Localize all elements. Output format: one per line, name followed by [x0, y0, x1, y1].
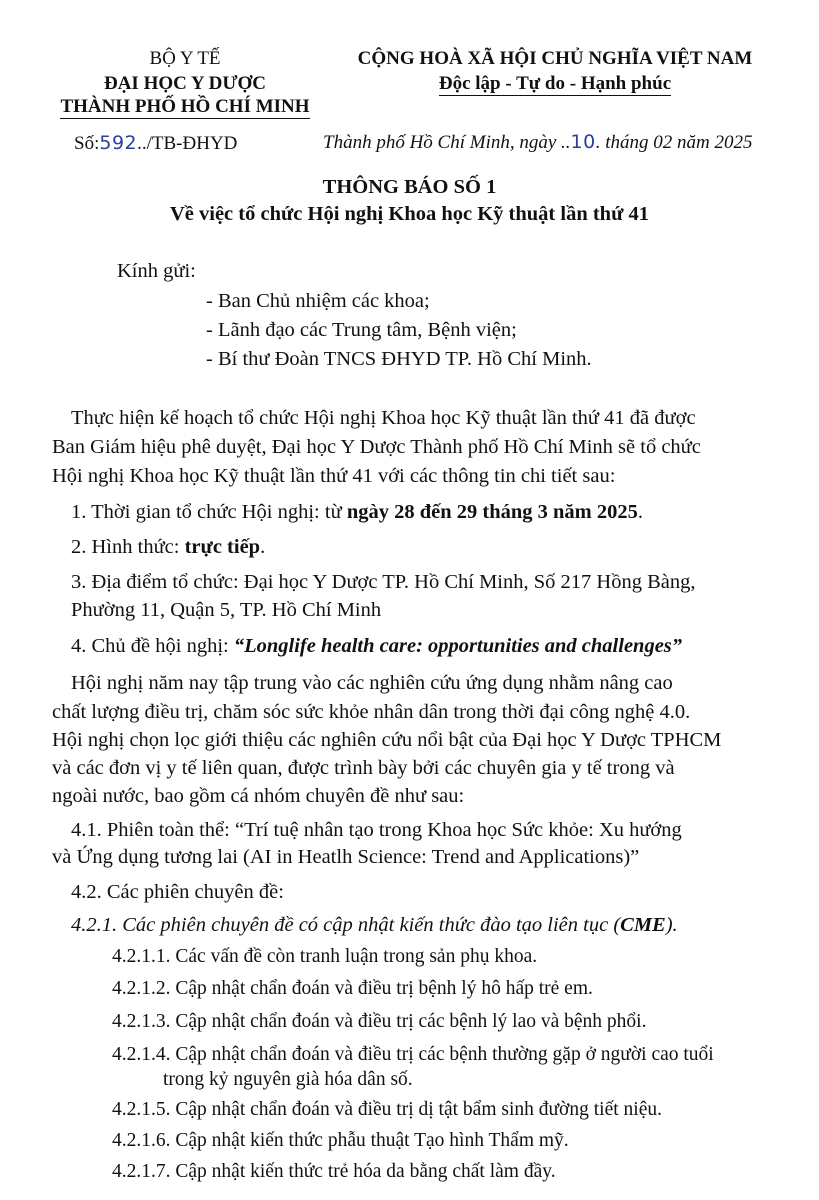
focus-line: Hội nghị năm nay tập trung vào các nghiên cứu ứng dụng nhằm nâng cao [71, 672, 673, 694]
point-time-end: . [637, 501, 643, 523]
section-4-2-heading: 4.2. Các phiên chuyên đề: [71, 881, 284, 903]
point-venue-line1: 3. Địa điểm tổ chức: Đại học Y Dược TP. Hồ Chí Minh, Số 217 Hồng Bàng, [71, 571, 696, 593]
ministry-name: BỘ Y TẾ [149, 48, 221, 69]
university-name-line1: ĐẠI HỌC Y DƯỢC [103, 73, 267, 94]
list-item-continuation: trong kỷ nguyên già hóa dân số. [163, 1069, 413, 1090]
number-dots: .. [137, 133, 147, 154]
intro-line: Ban Giám hiệu phê duyệt, Đại học Y Dược Thành phố Hồ Chí Minh sẽ tổ chức [52, 436, 701, 458]
point-format-value: trực tiếp [184, 536, 261, 558]
focus-line: chất lượng điều trị, chăm sóc sức khỏe nhân dân trong thời đại công nghệ 4.0. [52, 701, 691, 723]
list-item: 4.2.1.6. Cập nhật kiến thức phẫu thuật Tạo hình Thẩm mỹ. [112, 1130, 569, 1151]
focus-line: ngoài nước, bao gồm cá nhóm chuyên đề như sau: [52, 785, 465, 807]
date-day-handwritten: 10 [570, 131, 596, 153]
point-time [71, 498, 643, 527]
country-name: CỘNG HOÀ XÃ HỘI CHỦ NGHĨA VIỆT NAM [357, 48, 753, 69]
list-item: 4.2.1.2. Cập nhật chẩn đoán và điều trị bệnh lý hô hấp trẻ em. [112, 978, 593, 999]
section-4-1-line1: 4.1. Phiên toàn thể: “Trí tuệ nhân tạo trong Khoa học Sức khỏe: Xu hướng [71, 819, 682, 841]
list-item: 4.2.1.1. Các vấn đề còn tranh luận trong sản phụ khoa. [112, 946, 538, 967]
point-venue-line2: Phường 11, Quận 5, TP. Hồ Chí Minh [71, 599, 382, 621]
focus-line: Hội nghị chọn lọc giới thiệu các nghiên cứu nổi bật của Đại học Y Dược TPHCM [52, 729, 722, 751]
section-4-2-1-text: 4.2.1. Các phiên chuyên đề có cập nhật kiến thức đào tạo liên tục ( [71, 914, 621, 936]
document-date [323, 131, 752, 154]
list-item: 4.2.1.4. Cập nhật chẩn đoán và điều trị các bệnh thường gặp ở người cao tuổi [112, 1044, 714, 1065]
intro-line: Hội nghị Khoa học Kỹ thuật lần thứ 41 với các thông tin chi tiết sau: [52, 465, 616, 487]
university-name-line2-text: THÀNH PHỐ HỒ CHÍ MINH [60, 96, 310, 117]
intro-line: Thực hiện kế hoạch tổ chức Hội nghị Khoa học Kỹ thuật lần thứ 41 đã được [71, 407, 696, 429]
motto-text: Độc lập - Tự do - Hạnh phúc [438, 73, 672, 94]
list-item: 4.2.1.7. Cập nhật kiến thức trẻ hóa da bằng chất làm đầy. [112, 1161, 556, 1182]
document-number [74, 132, 237, 155]
point-format-end: . [260, 536, 266, 558]
date-suffix: . tháng 02 năm 2025 [595, 132, 753, 153]
point-theme [71, 632, 682, 661]
focus-line: và các đơn vị y tế liên quan, được trình bày bởi các chuyên gia y tế trong và [52, 757, 675, 779]
point-theme-label: 4. Chủ đề hội nghị: [71, 635, 234, 657]
point-time-value: ngày 28 đến 29 tháng 3 năm 2025 [346, 501, 638, 523]
point-time-label: 1. Thời gian tổ chức Hội nghị: từ [71, 501, 347, 523]
list-item: 4.2.1.5. Cập nhật chẩn đoán và điều trị dị tật bẩm sinh đường tiết niệu. [112, 1099, 662, 1120]
point-format [71, 533, 265, 562]
number-suffix: /TB-ĐHYD [146, 133, 238, 154]
recipient-item: - Ban Chủ nhiệm các khoa; [206, 290, 430, 312]
section-4-1-line2: và Ứng dụng tương lai (AI in Heatlh Science: Trend and Applications)” [52, 846, 640, 868]
recipient-item: - Bí thư Đoàn TNCS ĐHYD TP. Hồ Chí Minh. [206, 348, 592, 370]
point-format-label: 2. Hình thức: [71, 536, 185, 558]
date-prefix: Thành phố Hồ Chí Minh, ngày .. [323, 132, 571, 153]
document-title: THÔNG BÁO SỐ 1 [322, 176, 497, 198]
document-subtitle: Về việc tổ chức Hội nghị Khoa học Kỹ thuật lần thứ 41 [169, 203, 650, 225]
list-item: 4.2.1.3. Cập nhật chẩn đoán và điều trị các bệnh lý lao và bệnh phổi. [112, 1011, 647, 1032]
recipients-label: Kính gửi: [117, 260, 196, 282]
recipient-item: - Lãnh đạo các Trung tâm, Bệnh viện; [206, 319, 517, 341]
section-4-2-1-end: ). [665, 914, 678, 936]
university-name-line2 [60, 95, 310, 118]
section-4-2-1-cme: CME [620, 914, 666, 936]
number-prefix: Số: [74, 133, 100, 154]
point-theme-value: “Longlife health care: opportunities and challenges” [233, 635, 683, 657]
section-4-2-1-heading [71, 911, 678, 940]
number-handwritten: 592 [99, 132, 138, 154]
motto [340, 72, 770, 95]
